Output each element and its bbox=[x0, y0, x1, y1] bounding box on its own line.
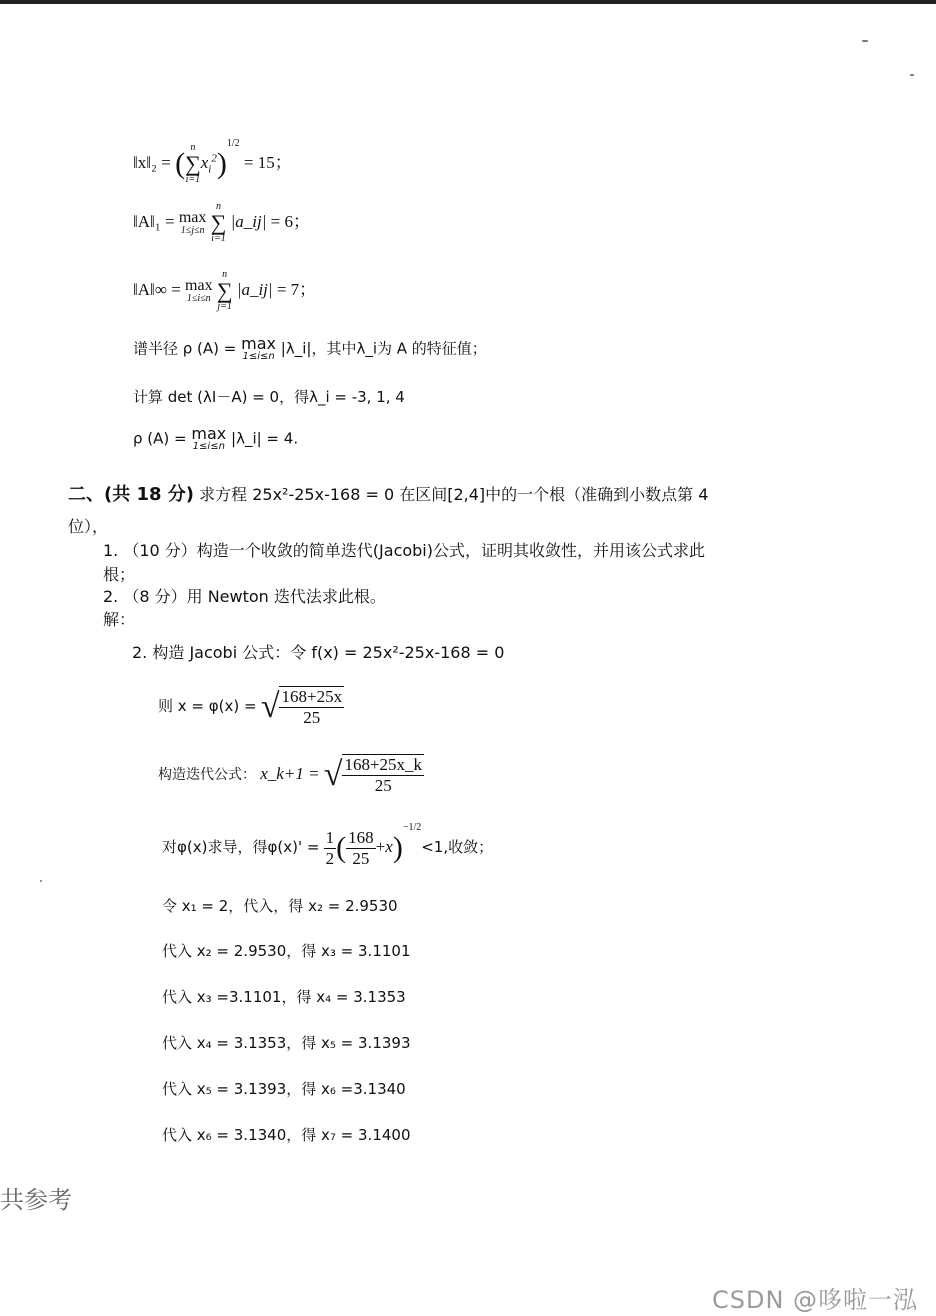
rho-op: max bbox=[191, 424, 227, 443]
csdn-watermark: CSDN @哆啦一泓 bbox=[712, 1286, 919, 1314]
problem2-statement-line bbox=[68, 480, 708, 506]
norm-x2-lhs: ‖x‖₂ = bbox=[133, 153, 171, 172]
rho-range: 1≤i≤n bbox=[192, 441, 225, 452]
scan-top-border bbox=[0, 0, 936, 4]
phi-line: 则 x = φ(x) = √ $\frac{168+25x}{25}$ bbox=[158, 687, 343, 727]
scan-speck bbox=[910, 74, 914, 76]
iteration-numerator: 168+25x_k bbox=[344, 755, 423, 774]
left-margin-mark: 共参考 bbox=[0, 1186, 72, 1214]
iteration-step: 代入 x₃ =3.1101，得 x₄ = 3.1353 bbox=[162, 988, 406, 1006]
spectral-term: |λ_i| bbox=[280, 339, 312, 358]
iteration-label: 构造迭代公式： bbox=[158, 766, 256, 783]
norm-ainf-lhs: ‖A‖∞ = bbox=[133, 279, 181, 299]
norm-a1-rhs: = 6； bbox=[270, 211, 310, 231]
rho-line bbox=[133, 426, 298, 452]
norm-a1-term: |a_ij| bbox=[230, 211, 267, 231]
norm-a1-op: max bbox=[178, 209, 207, 226]
iteration-step: 代入 x₆ = 3.1340，得 x₇ = 3.1400 bbox=[162, 1126, 411, 1144]
norm-a1-sum-top: n bbox=[215, 201, 221, 212]
norm-ainf-term: |a_ij| bbox=[236, 279, 273, 299]
rho-lhs: ρ (A) = bbox=[133, 429, 187, 448]
phi-denominator: 25 bbox=[303, 708, 321, 727]
derivative-frac-den: 2 bbox=[325, 848, 335, 868]
norm-x2-sum: n ∑ i=1 bbox=[185, 142, 201, 186]
iteration-step: 代入 x₄ = 3.1353，得 x₅ = 3.1393 bbox=[162, 1034, 411, 1052]
norm-ainf-sum-top: n bbox=[222, 269, 228, 280]
derivative-label: 对φ(x)求导，得φ(x)' = bbox=[162, 838, 320, 856]
spectral-label: 谱半径 ρ (A) = bbox=[133, 339, 237, 358]
norm-x2-rhs: = 15； bbox=[243, 153, 292, 172]
derivative-inner-num: 168 bbox=[348, 827, 374, 847]
norm-ainf-op: max bbox=[185, 277, 213, 294]
norm-ainf-sum-bot: j=1 bbox=[217, 301, 232, 312]
problem2-statement-cont: 位）， bbox=[68, 517, 109, 536]
norm-ainf-range: 1≤i≤n bbox=[186, 293, 211, 304]
iteration-denominator: 25 bbox=[374, 776, 392, 795]
derivative-line: 对φ(x)求导，得φ(x)' = $\frac{1}{2}$ ( $\frac{168}{25}$ +x)$^{-1/2}$<1,收敛； bbox=[162, 822, 494, 868]
problem2-part1: 1. （10 分）构造一个收敛的简单迭代(Jacobi)公式，证明其收敛性，并用该公式求此 bbox=[103, 541, 705, 560]
jacobi-intro: 2. 构造 Jacobi 公式：令 f(x) = 25x²-25x-168 = 0 bbox=[132, 643, 505, 662]
norm-a1-lhs: ‖A‖₁ = bbox=[133, 211, 175, 231]
iteration-step: 代入 x₂ = 2.9530，得 x₃ = 3.1101 bbox=[162, 942, 411, 960]
rho-rhs: |λ_i| = 4. bbox=[231, 429, 299, 448]
scan-speck bbox=[862, 40, 868, 42]
norm-a1-range: 1≤j≤n bbox=[180, 225, 205, 236]
derivative-frac-num: 1 bbox=[325, 827, 335, 847]
phi-numerator: 168+25x bbox=[281, 687, 343, 706]
norm-a1-line: ‖A‖₁ = max 1≤j≤n n ∑ i=1 |a_ij| = 6； bbox=[133, 201, 310, 244]
derivative-tail: <1,收敛； bbox=[421, 838, 494, 856]
norm-ainf-line: ‖A‖∞ = max 1≤i≤n n ∑ j=1 |a_ij| = 7； bbox=[133, 269, 317, 312]
det-line: 计算 det (λI－A) = 0，得λ_i = -3, 1, 4 bbox=[133, 388, 405, 406]
spectral-note: ，其中λ_i为 A 的特征值； bbox=[311, 339, 487, 358]
spectral-radius-line bbox=[133, 336, 487, 362]
iteration-step: 代入 x₅ = 3.1393，得 x₆ =3.1340 bbox=[162, 1080, 406, 1098]
scan-speck bbox=[40, 880, 42, 882]
iteration-step: 令 x₁ = 2，代入，得 x₂ = 2.9530 bbox=[162, 897, 398, 915]
problem2-part1-cont: 根； bbox=[103, 565, 136, 584]
problem2-statement: 求方程 25x²-25x-168 = 0 在区间[2,4]中的一个根（准确到小数点第 4 bbox=[199, 485, 709, 504]
norm-a1-sum-bot: i=1 bbox=[211, 233, 226, 244]
norm-x2-line: ‖x‖₂ = ( n ∑ i=1 $x_i^2)^{1/2} = 15$； bbox=[133, 138, 292, 186]
phi-label: 则 x = φ(x) = bbox=[158, 696, 257, 715]
problem2-heading: 二、(共 18 分) bbox=[68, 484, 195, 505]
iteration-formula-line: 构造迭代公式： x_k+1 = √ $\frac{168+25x\_k}{25}$ bbox=[158, 755, 423, 795]
iteration-lhs: x_k+1 = bbox=[260, 763, 320, 783]
problem2-part2: 2. （8 分）用 Newton 迭代法求此根。 bbox=[103, 587, 386, 606]
norm-ainf-rhs: = 7； bbox=[276, 279, 317, 299]
derivative-inner-den: 25 bbox=[352, 848, 370, 868]
solution-label: 解： bbox=[103, 610, 136, 629]
spectral-range: 1≤i≤n bbox=[242, 351, 275, 362]
spectral-op: max bbox=[241, 334, 277, 353]
